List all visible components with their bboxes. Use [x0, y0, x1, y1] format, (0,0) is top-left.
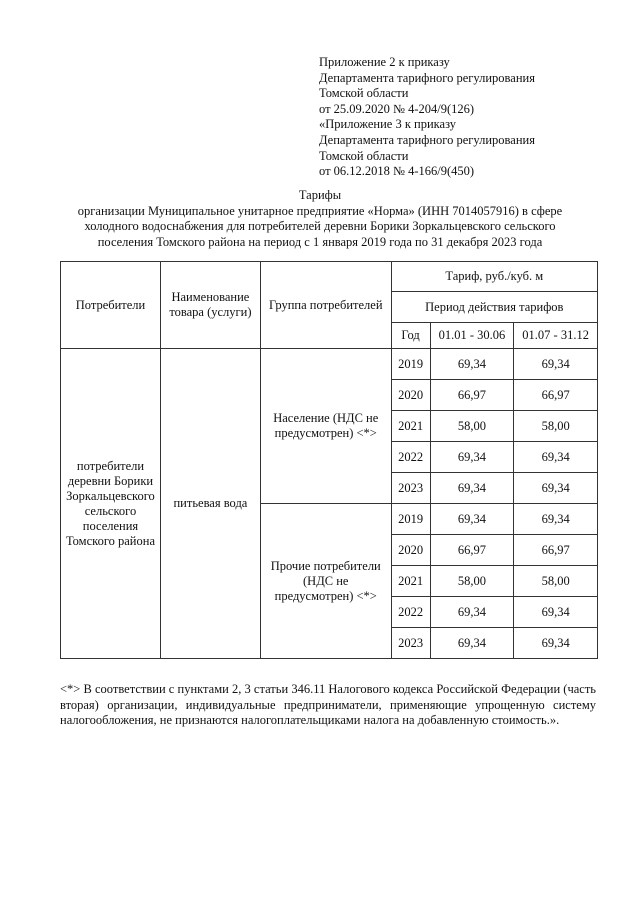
product-cell: питьевая вода: [160, 349, 260, 659]
header-line: «Приложение 3 к приказу: [319, 117, 457, 132]
document-title: [40, 188, 600, 250]
appendix-header: [319, 55, 535, 180]
year-cell: 2020: [391, 535, 430, 566]
tariff-cell: 58,00: [430, 411, 514, 442]
tariff-table: [60, 261, 598, 659]
tariff-cell: 66,97: [430, 380, 514, 411]
year-cell: 2019: [391, 504, 430, 535]
year-cell: 2023: [391, 473, 430, 504]
header-line: Департамента тарифного регулирования: [319, 132, 535, 147]
tariff-cell: 58,00: [430, 566, 514, 597]
year-cell: 2022: [391, 597, 430, 628]
footnote: <*> В соответствии с пунктами 2, 3 статьи 346.11 Налогового кодекса Российской Федерации (часть вторая) организации, индивидуальные предприниматели, применяющие упрощенную систему налогообложения, не признаются налогоплательщиками налога на добавленную стоимость.».: [60, 682, 596, 728]
title-line: поселения Томского района на период с 1 января 2019 года по 31 декабря 2023 года: [97, 234, 543, 249]
tariff-cell: 69,34: [514, 504, 598, 535]
title-line: организации Муниципальное унитарное предприятие «Норма» (ИНН 7014057916) в сфере: [77, 203, 563, 218]
tariff-cell: 69,34: [514, 349, 598, 380]
year-cell: 2020: [391, 380, 430, 411]
tariff-cell: 66,97: [430, 535, 514, 566]
year-cell: 2021: [391, 566, 430, 597]
tariff-cell: 69,34: [514, 628, 598, 659]
header-period: Период действия тарифов: [391, 292, 597, 323]
header-consumers: Потребители: [61, 262, 161, 349]
group-cell: Прочие потребители (НДС не предусмотрен) <*>: [260, 504, 391, 659]
tariff-cell: 69,34: [514, 442, 598, 473]
header-line: Департамента тарифного регулирования: [319, 70, 535, 85]
tariff-cell: 69,34: [430, 473, 514, 504]
header-second-half: 01.07 - 31.12: [514, 323, 598, 349]
consumers-cell: потребители деревни Борики Зоркальцевского сельского поселения Томского района: [61, 349, 161, 659]
year-cell: 2019: [391, 349, 430, 380]
header-line: от 25.09.2020 № 4-204/9(126): [319, 101, 475, 116]
tariff-cell: 69,34: [430, 442, 514, 473]
title-heading: Тарифы: [298, 188, 342, 202]
title-line: холодного водоснабжения для потребителей деревни Борики Зоркальцевского сельского: [84, 219, 556, 234]
tariff-cell: 69,34: [430, 504, 514, 535]
group-cell: Население (НДС не предусмотрен) <*>: [260, 349, 391, 504]
tariff-cell: 66,97: [514, 535, 598, 566]
year-cell: 2021: [391, 411, 430, 442]
tariff-cell: 69,34: [514, 473, 598, 504]
header-product: Наименование товара (услуги): [160, 262, 260, 349]
header-year: Год: [391, 323, 430, 349]
header-line: от 06.12.2018 № 4-166/9(450): [319, 164, 475, 179]
header-group: Группа потребителей: [260, 262, 391, 349]
year-cell: 2022: [391, 442, 430, 473]
header-line: Томской области: [319, 148, 409, 163]
tariff-cell: 69,34: [430, 349, 514, 380]
tariff-cell: 69,34: [514, 597, 598, 628]
header-line: Приложение 2 к приказу: [319, 55, 450, 69]
header-tariff: Тариф, руб./куб. м: [391, 262, 597, 292]
tariff-cell: 66,97: [514, 380, 598, 411]
tariff-cell: 69,34: [430, 628, 514, 659]
header-line: Томской области: [319, 86, 409, 101]
year-cell: 2023: [391, 628, 430, 659]
header-first-half: 01.01 - 30.06: [430, 323, 514, 349]
tariff-cell: 58,00: [514, 411, 598, 442]
tariff-cell: 58,00: [514, 566, 598, 597]
tariff-cell: 69,34: [430, 597, 514, 628]
table-row: [61, 349, 598, 380]
